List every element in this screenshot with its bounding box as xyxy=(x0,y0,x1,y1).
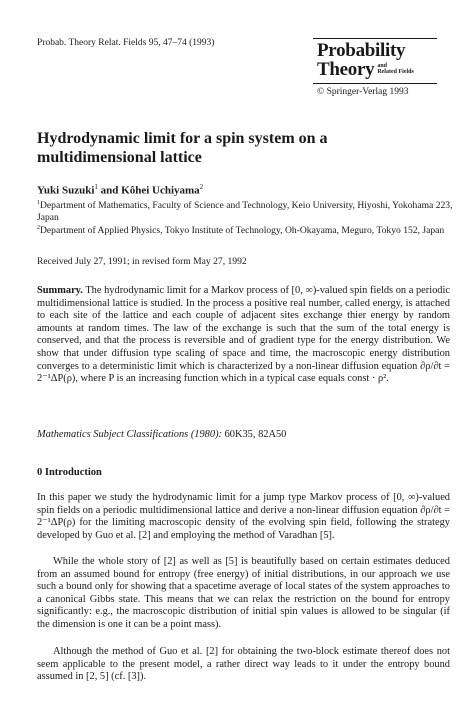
affiliation-2 xyxy=(37,222,457,237)
logo-title-line2 xyxy=(317,60,414,80)
affiliation-1-text: Department of Mathematics, Faculty of Science and Technology, Keio University, Hiyoshi, Yokohama 223, Japan xyxy=(37,200,453,224)
intro-paragraph-1: In this paper we study the hydrodynamic limit for a jump type Markov process of [0, ∞)-valued spin fields on a periodic multidimensional lattice and derive a non-linear diffusion equation ∂ρ/∂t = 2⁻¹ΔP(ρ) for the limiting macroscopic density of the evolving spin field, following the strategy developed by Guo et al. [2] and employing the method of Varadhan [5]. xyxy=(37,492,450,541)
journal-logo xyxy=(313,38,437,104)
logo-related-fields xyxy=(377,63,414,76)
author-1-mark: 1 xyxy=(94,183,98,191)
logo-related-text: Related Fields xyxy=(377,69,414,75)
affiliation-2-text: Department of Applied Physics, Tokyo Institute of Technology, Oh-Okayama, Meguro, Tokyo 152, Japan xyxy=(40,225,445,237)
author-1: Yuki Suzuki xyxy=(37,184,95,197)
author-2: Kôhei Uchiyama xyxy=(121,184,200,197)
journal-citation: Probab. Theory Relat. Fields 95, 47–74 (1993) xyxy=(37,38,215,48)
affiliation-1 xyxy=(37,197,457,224)
msc-label: Mathematics Subject Classifications (1980): xyxy=(37,429,222,440)
intro-paragraph-3: Although the method of Guo et al. [2] for obtaining the two-block estimate thereof does not seem applicable to the present model, a rather direct way leads to it under the entropy bound assumed in [2, 5] (cf. [3]). xyxy=(37,646,450,682)
authors xyxy=(37,180,203,198)
affiliation-1-mark: 1 xyxy=(37,200,40,206)
authors-and: and xyxy=(97,184,122,197)
summary-label: Summary. xyxy=(37,285,83,296)
msc-classification xyxy=(37,428,286,441)
summary xyxy=(37,285,450,386)
logo-bottom-rule xyxy=(313,83,437,84)
intro-paragraph-2: While the whole story of [2] as well as [5] is beautifully based on certain estimates deduced from an assumed bound for entropy (free energy) of initial distributions, in our approach we use such a bound only for showing that a spacetime average of local states of the system approaches to a canonical Gibbs state. This means that we can relax the restriction on the bound for entropy significantly: e.g., the macroscopic distribution of initial spin values is allowed to be singular (if the dimension is one it can be a point mass). xyxy=(37,556,450,630)
msc-codes: 60K35, 82A50 xyxy=(222,429,287,440)
logo-theory: Theory xyxy=(317,59,375,80)
logo-related-and: and xyxy=(377,62,387,69)
copyright: © Springer-Verlag 1993 xyxy=(317,87,409,97)
section-heading: 0 Introduction xyxy=(37,467,102,478)
paper-title: Hydrodynamic limit for a spin system on a multidimensional lattice xyxy=(37,130,328,166)
logo-title-line1: Probability xyxy=(317,40,406,61)
received-dates: Received July 27, 1991; in revised form May 27, 1992 xyxy=(37,256,247,267)
affiliation-2-mark: 2 xyxy=(37,225,40,231)
summary-text: The hydrodynamic limit for a Markov process of [0, ∞)-valued spin fields on a periodic multidimensional lattice is studied. In the process a positive real number, called energy, is attached to each site of the lattice and each couple of adjacent sites exchange thier energy by random amounts at random times. The law of the exchange is such that the sum of the total energy is conserved, and that the process is reversible and of gradient type for the energy distribution. We show that under diffusion type scaling of space and time, the macroscopic energy distribution converges to a deterministic limit which is characterized by a non-linear diffusion equation ∂ρ/∂t = 2⁻¹ΔP(ρ), where P is an increasing function which in a typical case equals const · ρ². xyxy=(37,285,450,385)
logo-top-rule xyxy=(313,38,437,39)
author-2-mark: 2 xyxy=(199,183,204,191)
